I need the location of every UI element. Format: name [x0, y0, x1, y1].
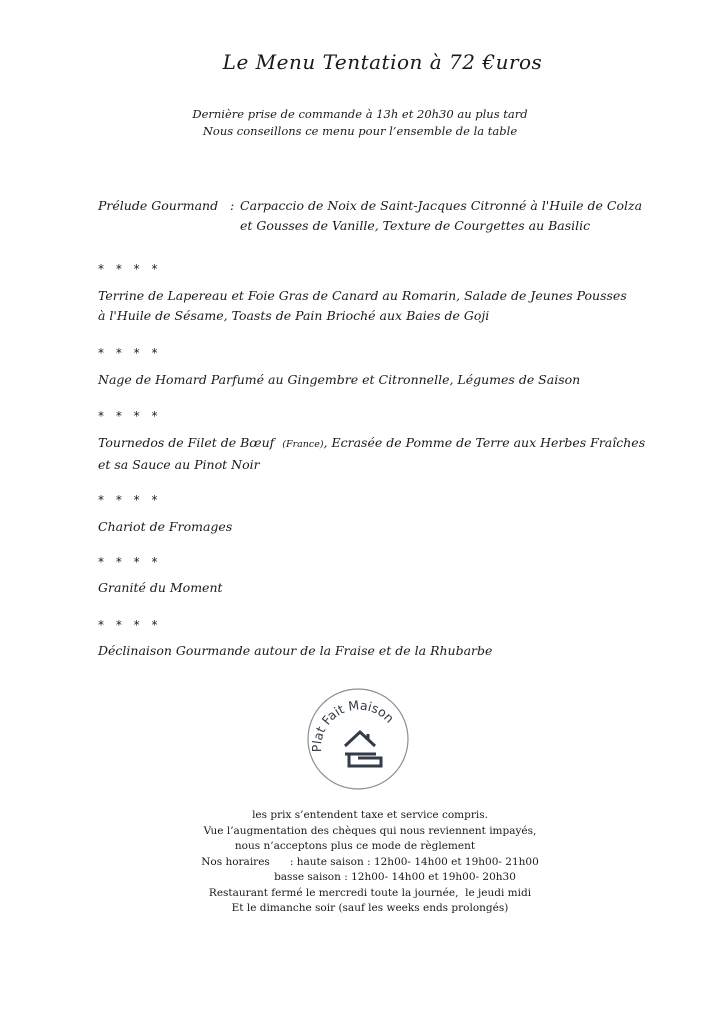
- opening-hours-line: Nos horaires : haute saison : 12h00- 14h00 et 19h00- 21h00: [201, 855, 539, 868]
- course-cheese: [98, 517, 232, 537]
- course-separator: * * * *: [98, 618, 162, 632]
- course-line: Granité du Moment: [98, 580, 223, 595]
- order-note-line: Nous conseillons ce menu pour l’ensemble de la table: [202, 124, 518, 138]
- footer-info: [0, 808, 725, 917]
- plat-fait-maison-logo: [305, 686, 411, 792]
- course-line: et sa Sauce au Pinot Noir: [98, 457, 260, 472]
- course-tournedos: [98, 433, 645, 475]
- closing-days-line: Restaurant fermé le mercredi toute la journée, le jeudi midi: [208, 886, 532, 899]
- course-line: à l'Huile de Sésame, Toasts de Pain Brioché aux Baies de Goji: [98, 308, 490, 323]
- course-line: Terrine de Lapereau et Foie Gras de Canard au Romarin, Salade de Jeunes Pousses: [98, 288, 627, 303]
- prelude-colon: :: [230, 198, 235, 213]
- course-dish-side: , Ecrasée de Pomme de Terre aux Herbes Fraîches: [323, 435, 646, 450]
- logo-text: Plat Fait Maison: [309, 697, 398, 753]
- prelude-line: Carpaccio de Noix de Saint-Jacques Citronné à l'Huile de Colza: [240, 198, 643, 213]
- order-note: [0, 106, 720, 140]
- prelude-line: et Gousses de Vanille, Texture de Courgettes au Basilic: [240, 218, 591, 233]
- prelude-description: [240, 196, 642, 236]
- opening-hours-line: basse saison : 12h00- 14h00 et 19h00- 20h30: [274, 871, 516, 883]
- footer-line: Vue l’augmentation des chèques qui nous reviennent impayés,: [203, 824, 537, 837]
- course-line: Chariot de Fromages: [98, 519, 233, 534]
- course-separator: * * * *: [98, 555, 162, 569]
- course-dessert: [98, 641, 492, 661]
- course-lobster: [98, 370, 580, 390]
- course-separator: * * * *: [98, 493, 162, 507]
- footer-line: nous n’acceptons plus ce mode de règlement: [234, 840, 476, 852]
- course-granite: [98, 578, 223, 598]
- origin-note: (France): [282, 439, 324, 450]
- prelude-label: Prélude Gourmand: [98, 198, 219, 213]
- course-line: Déclinaison Gourmande autour de la Fraise et de la Rhubarbe: [98, 643, 493, 658]
- course-starter: [98, 286, 627, 326]
- footer-line: les prix s’entendent taxe et service compris.: [252, 809, 488, 821]
- course-line: Nage de Homard Parfumé au Gingembre et Citronnelle, Légumes de Saison: [98, 372, 581, 387]
- course-dish-name: Tournedos de Filet de Bœuf: [98, 435, 275, 450]
- order-note-line: Dernière prise de commande à 13h et 20h30 au plus tard: [192, 107, 528, 121]
- course-separator: * * * *: [98, 409, 162, 423]
- menu-title: Le Menu Tentation à 72 €uros: [222, 50, 543, 74]
- closing-days-line: Et le dimanche soir (sauf les weeks ends prolongés): [231, 902, 509, 914]
- course-separator: * * * *: [98, 346, 162, 360]
- course-separator: * * * *: [98, 262, 162, 276]
- course-line: [98, 433, 645, 455]
